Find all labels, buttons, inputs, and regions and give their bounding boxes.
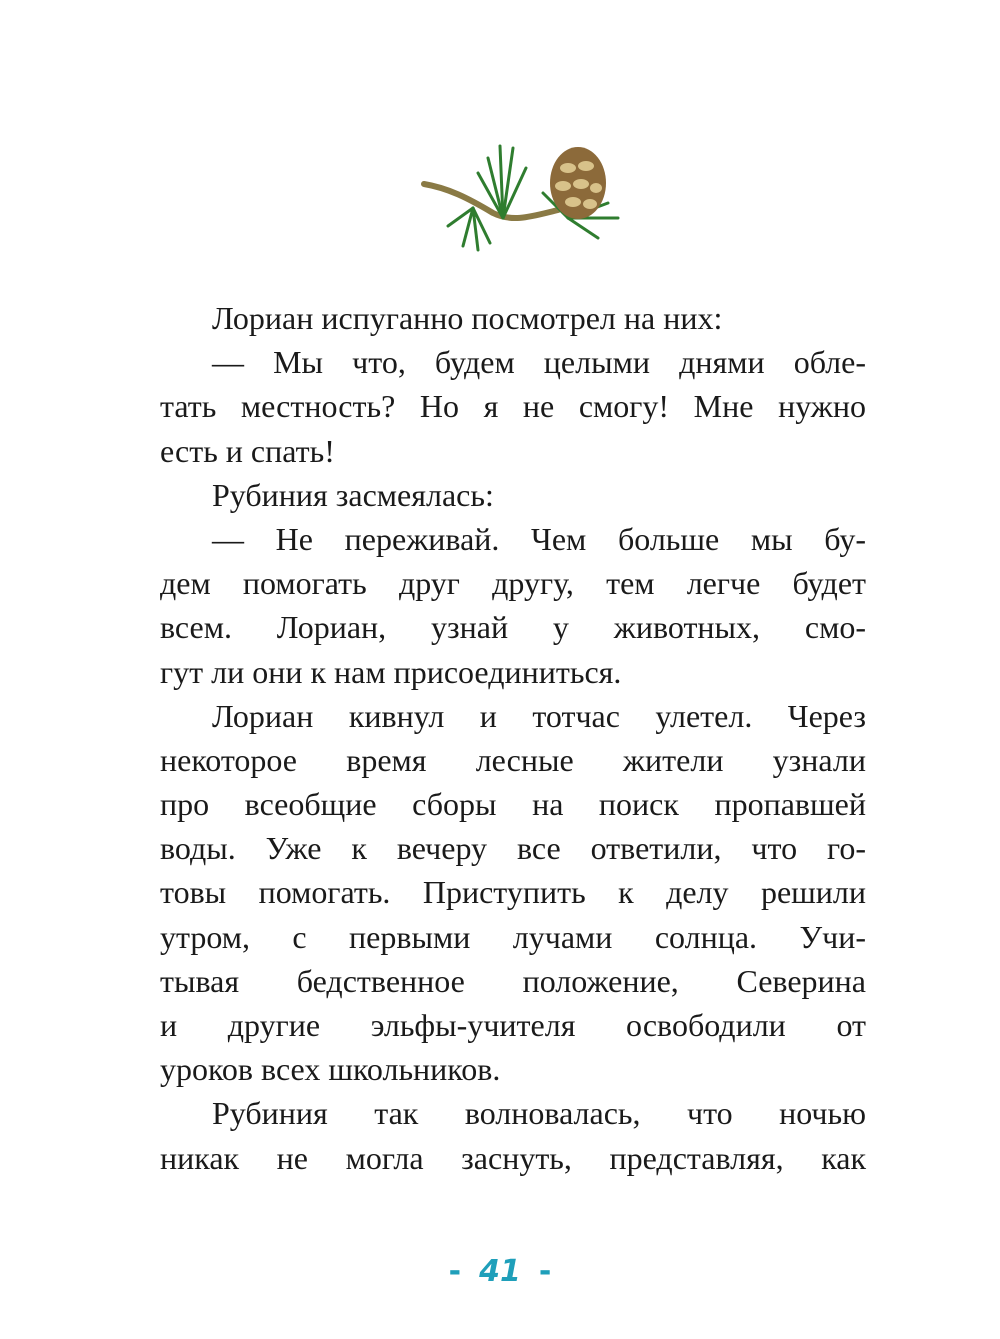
text-line: утром, с первыми лучами солнца. Учи-	[160, 918, 866, 955]
text-line: уроков всех школьников.	[160, 1051, 501, 1088]
text-line: Рубиния так волновалась, что ночью	[212, 1095, 866, 1132]
text-line: всем. Лориан, узнай у животных, смо-	[160, 609, 866, 646]
page-number-dash-left: -	[448, 1254, 462, 1289]
text-line: — Мы что, будем целыми днями обле-	[212, 344, 866, 381]
text-line: — Не переживай. Чем больше мы бу-	[212, 520, 866, 557]
pine-branch-with-cone-icon	[418, 138, 628, 258]
text-line: гут ли они к нам присоединиться.	[160, 653, 622, 690]
text-line: никак не могла заснуть, представляя, как	[160, 1139, 866, 1176]
page-number	[0, 1254, 1000, 1289]
text-line: воды. Уже к вечеру все ответили, что го-	[160, 830, 866, 867]
text-line: тывая бедственное положение, Северина	[160, 962, 866, 999]
text-line: Лориан кивнул и тотчас улетел. Через	[212, 697, 866, 734]
text-line: дем помогать друг другу, тем легче будет	[160, 565, 866, 602]
text-line: Лориан испуганно посмотрел на них:	[212, 300, 723, 336]
page-number-value: 41	[479, 1254, 521, 1289]
text-line: про всеобщие сборы на поиск пропавшей	[160, 786, 866, 823]
text-line: Рубиния засмеялась:	[212, 476, 494, 513]
body-text	[160, 296, 866, 1180]
text-line: тать местность? Но я не смогу! Мне нужно	[160, 388, 866, 425]
text-line: некоторое время лесные жители узнали	[160, 741, 866, 778]
text-line: есть и спать!	[160, 432, 335, 469]
text-line: товы помогать. Приступить к делу решили	[160, 874, 866, 911]
text-line: и другие эльфы-учителя освободили от	[160, 1007, 866, 1043]
page-number-dash-right: -	[538, 1254, 552, 1289]
